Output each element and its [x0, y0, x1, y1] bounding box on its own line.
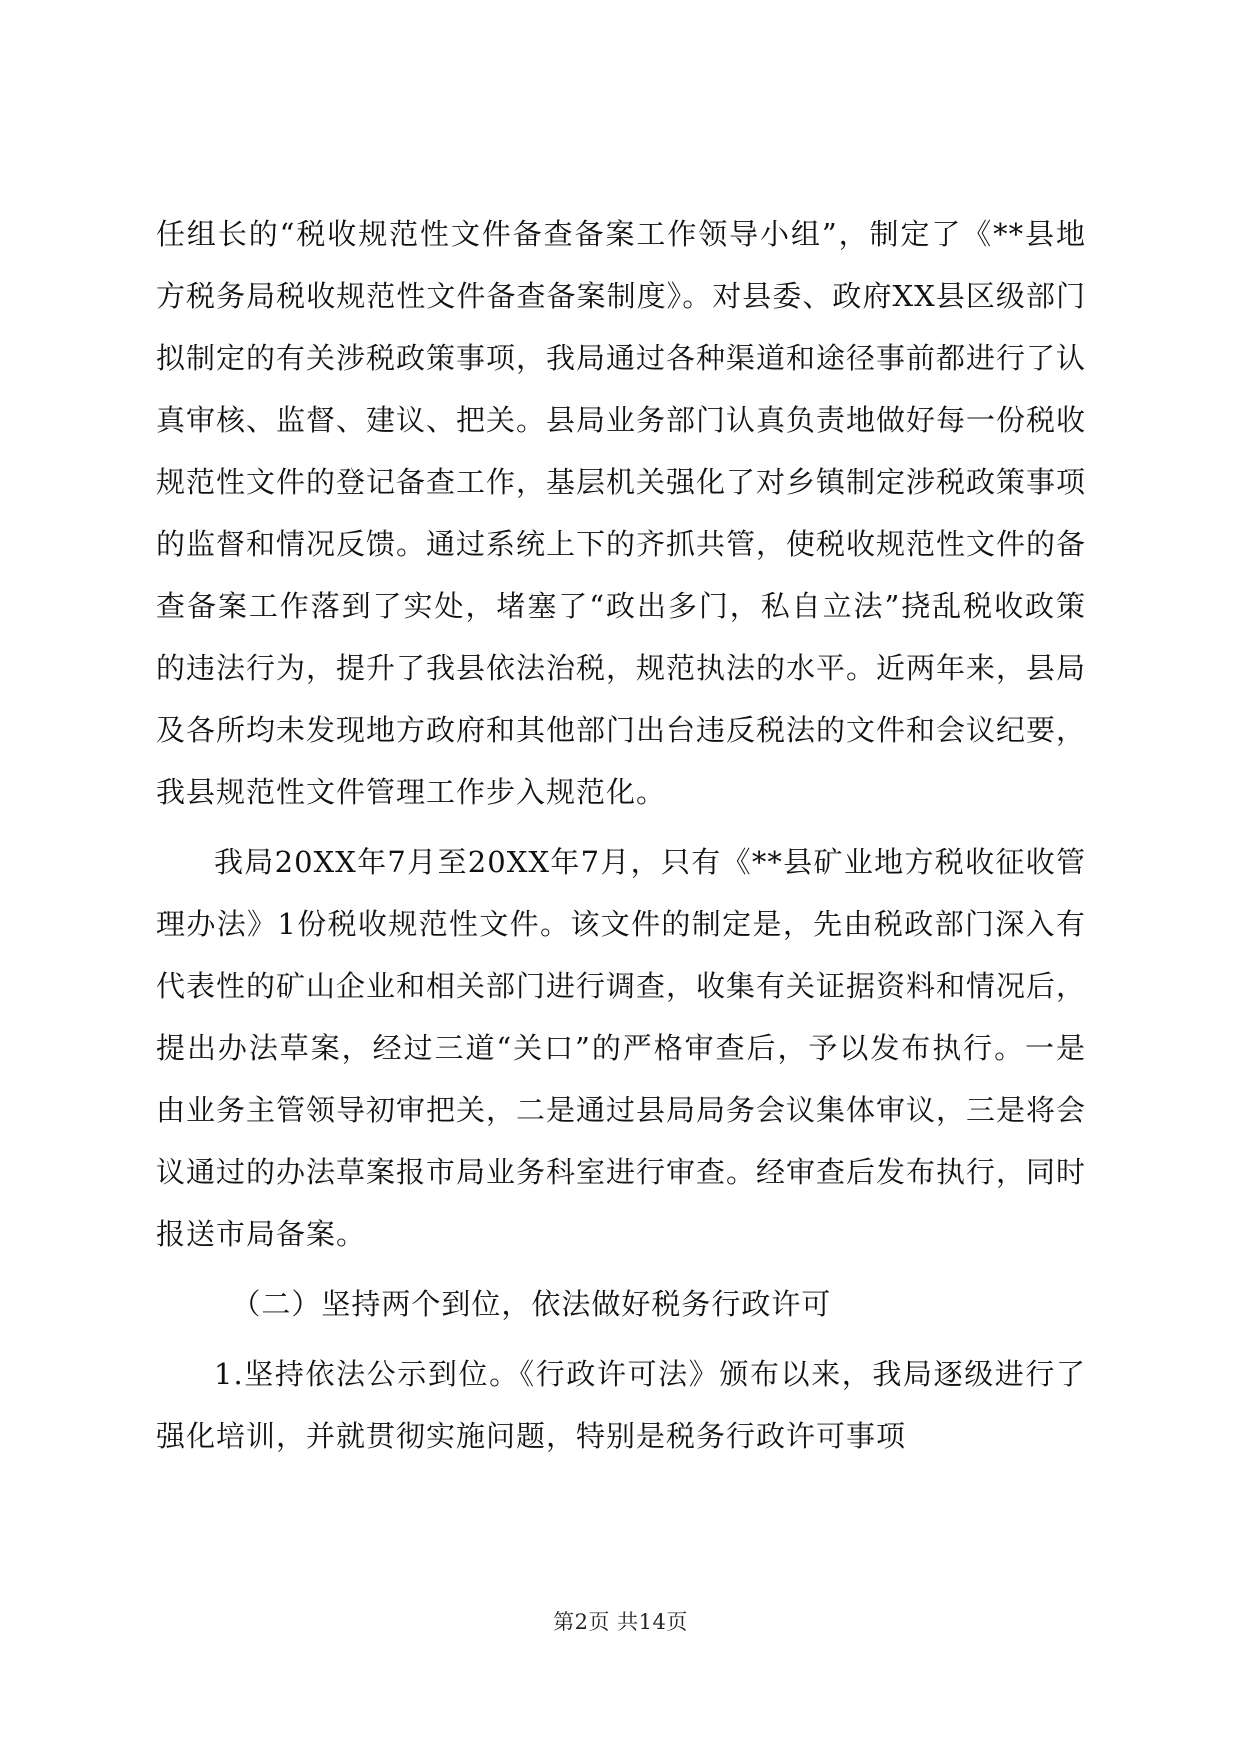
section-heading: （二）坚持两个到位，依法做好税务行政许可 — [231, 1287, 832, 1321]
paragraph-public-disclosure: 1.坚持依法公示到位。《行政许可法》颁布以来，我局逐级进行了强化培训，并就贯彻实施问题，特别是税务行政许可事项 — [156, 1357, 1086, 1453]
page-footer: 第2页 共14页 — [553, 1610, 688, 1634]
paragraph-tax-document: 我局20XX年7月至20XX年7月，只有《**县矿业地方税收征收管理办法》1份税收规范性文件。该文件的制定是，先由税政部门深入有代表性的矿山企业和相关部门进行调查，收集有关证据资料和情况后，提出办法草案，经过三道“关口”的严格审查后，予以发布执行。一是由业务主管领导初审把关，二是通过县局局务会议集体审议，三是将会议通过的办法草案报市局业务科室进行审查。经审查后发布执行，同时报送市局备案。 — [156, 845, 1087, 1251]
document-body — [156, 203, 1086, 1475]
paragraph-continuation: 任组长的“税收规范性文件备查备案工作领导小组”，制定了《**县地方税务局税收规范性文件备查备案制度》。对县委、政府XX县区级部门拟制定的有关涉税政策事项，我局通过各种渠道和途径事前都进行了认真审核、监督、建议、把关。县局业务部门认真负责地做好每一份税收规范性文件的登记备查工作，基层机关强化了对乡镇制定涉税政策事项的监督和情况反馈。通过系统上下的齐抓共管，使税收规范性文件的备查备案工作落到了实处，堵塞了“政出多门，私自立法”挠乱税收政策的违法行为，提升了我县依法治税，规范执法的水平。近两年来，县局及各所均未发现地方政府和其他部门出台违反税法的文件和会议纪要，我县规范性文件管理工作步入规范化。 — [156, 217, 1087, 809]
